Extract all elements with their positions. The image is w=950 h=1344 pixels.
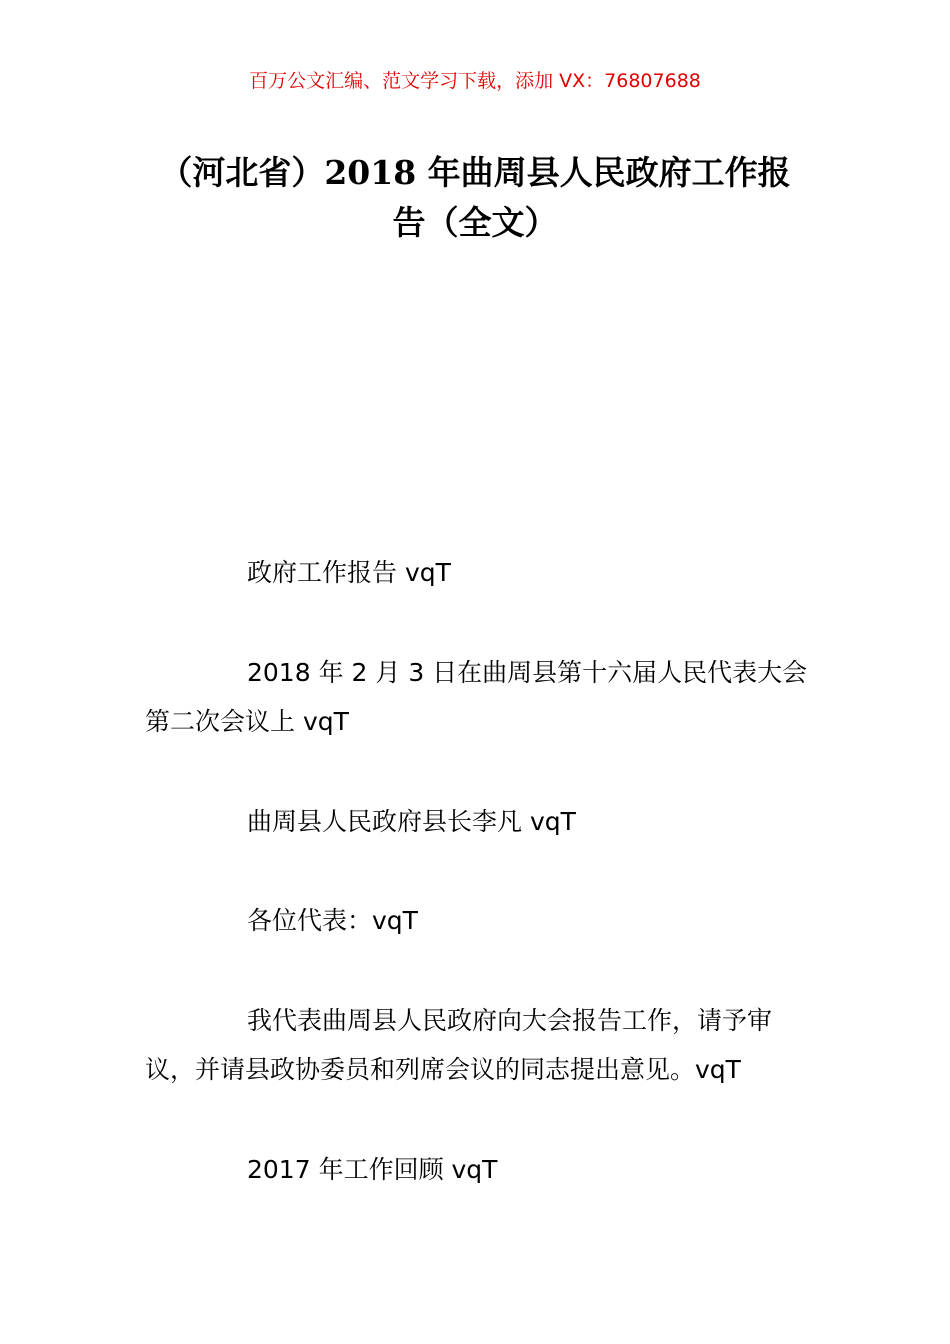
header-promo-note: 百万公文汇编、范文学习下载，添加 VX：76807688 <box>249 70 701 92</box>
title-line-1: （河北省）2018 年曲周县人民政府工作报 <box>159 153 791 192</box>
document-title <box>145 148 805 248</box>
paragraph-report-heading: 政府工作报告 vqT <box>247 558 451 587</box>
title-line-2: 告（全文） <box>392 203 558 242</box>
paragraph-salutation: 各位代表：vqT <box>247 906 418 935</box>
paragraph-meeting-date: 2018 年 2 月 3 日在曲周县第十六届人民代表大会第二次会议上 vqT <box>145 658 808 736</box>
paragraph-speaker: 曲周县人民政府县长李凡 vqT <box>247 807 576 836</box>
paragraph-intro: 我代表曲周县人民政府向大会报告工作，请予审议，并请县政协委员和列席会议的同志提出意见。vqT <box>145 1006 773 1084</box>
paragraph-section-heading: 2017 年工作回顾 vqT <box>247 1155 498 1184</box>
